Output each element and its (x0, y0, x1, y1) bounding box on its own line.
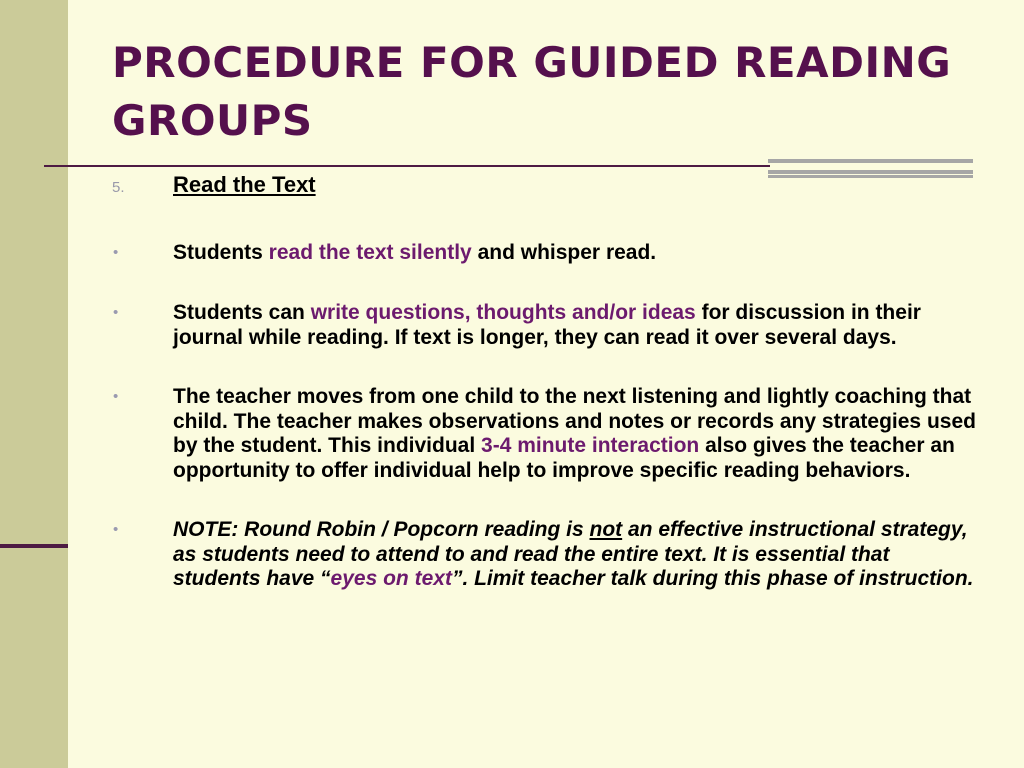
highlight-text: eyes on text (330, 567, 452, 590)
decorative-gray-bar (768, 159, 973, 163)
bullet-item (112, 301, 982, 350)
highlight-text: 3-4 minute interaction (481, 434, 700, 457)
bullet-text: Students (173, 240, 269, 264)
bullet-icon: • (113, 304, 119, 321)
bullet-item-note (112, 518, 982, 592)
bullet-icon: • (113, 388, 119, 405)
bullet-text: also gives the teacher an opportunity to offer individual help to improve specific reading behaviors. (173, 434, 955, 482)
bullet-text: an effective instructional strategy, as students need to attend to and read the entire text. It is essential that students have “ (173, 518, 968, 590)
title-divider (44, 165, 770, 167)
bullet-text: Students can (173, 301, 311, 324)
emphasis-text: not (589, 518, 623, 541)
highlight-text: write questions, thoughts and/or ideas (310, 301, 696, 324)
bullet-item (112, 385, 982, 483)
numbered-step (112, 173, 982, 199)
bullet-text: NOTE: Round Robin / Popcorn reading is (173, 518, 590, 541)
bullet-icon: • (113, 521, 119, 538)
step-heading: Read the Text (173, 172, 316, 197)
left-sidebar-band (0, 0, 68, 768)
left-accent-line (0, 544, 68, 548)
bullet-item (112, 241, 982, 266)
bullet-text: and whisper read. (471, 240, 657, 264)
step-number: 5. (112, 179, 125, 196)
highlight-text: read the text silently (268, 240, 472, 264)
bullet-text: The teacher moves from one child to the next listening and lightly coaching that child. The teacher makes observations and notes or records any strategies used by the student. This individual (173, 385, 976, 457)
bullet-icon: • (113, 243, 119, 261)
slide-title: PROCEDURE FOR GUIDED READING GROUPS (112, 38, 952, 145)
bullet-text: ”. Limit teacher talk during this phase of instruction. (451, 567, 974, 590)
slide-body (112, 173, 982, 592)
bullet-text: for discussion in their journal while reading. If text is longer, they can read it over several days. (173, 301, 921, 349)
